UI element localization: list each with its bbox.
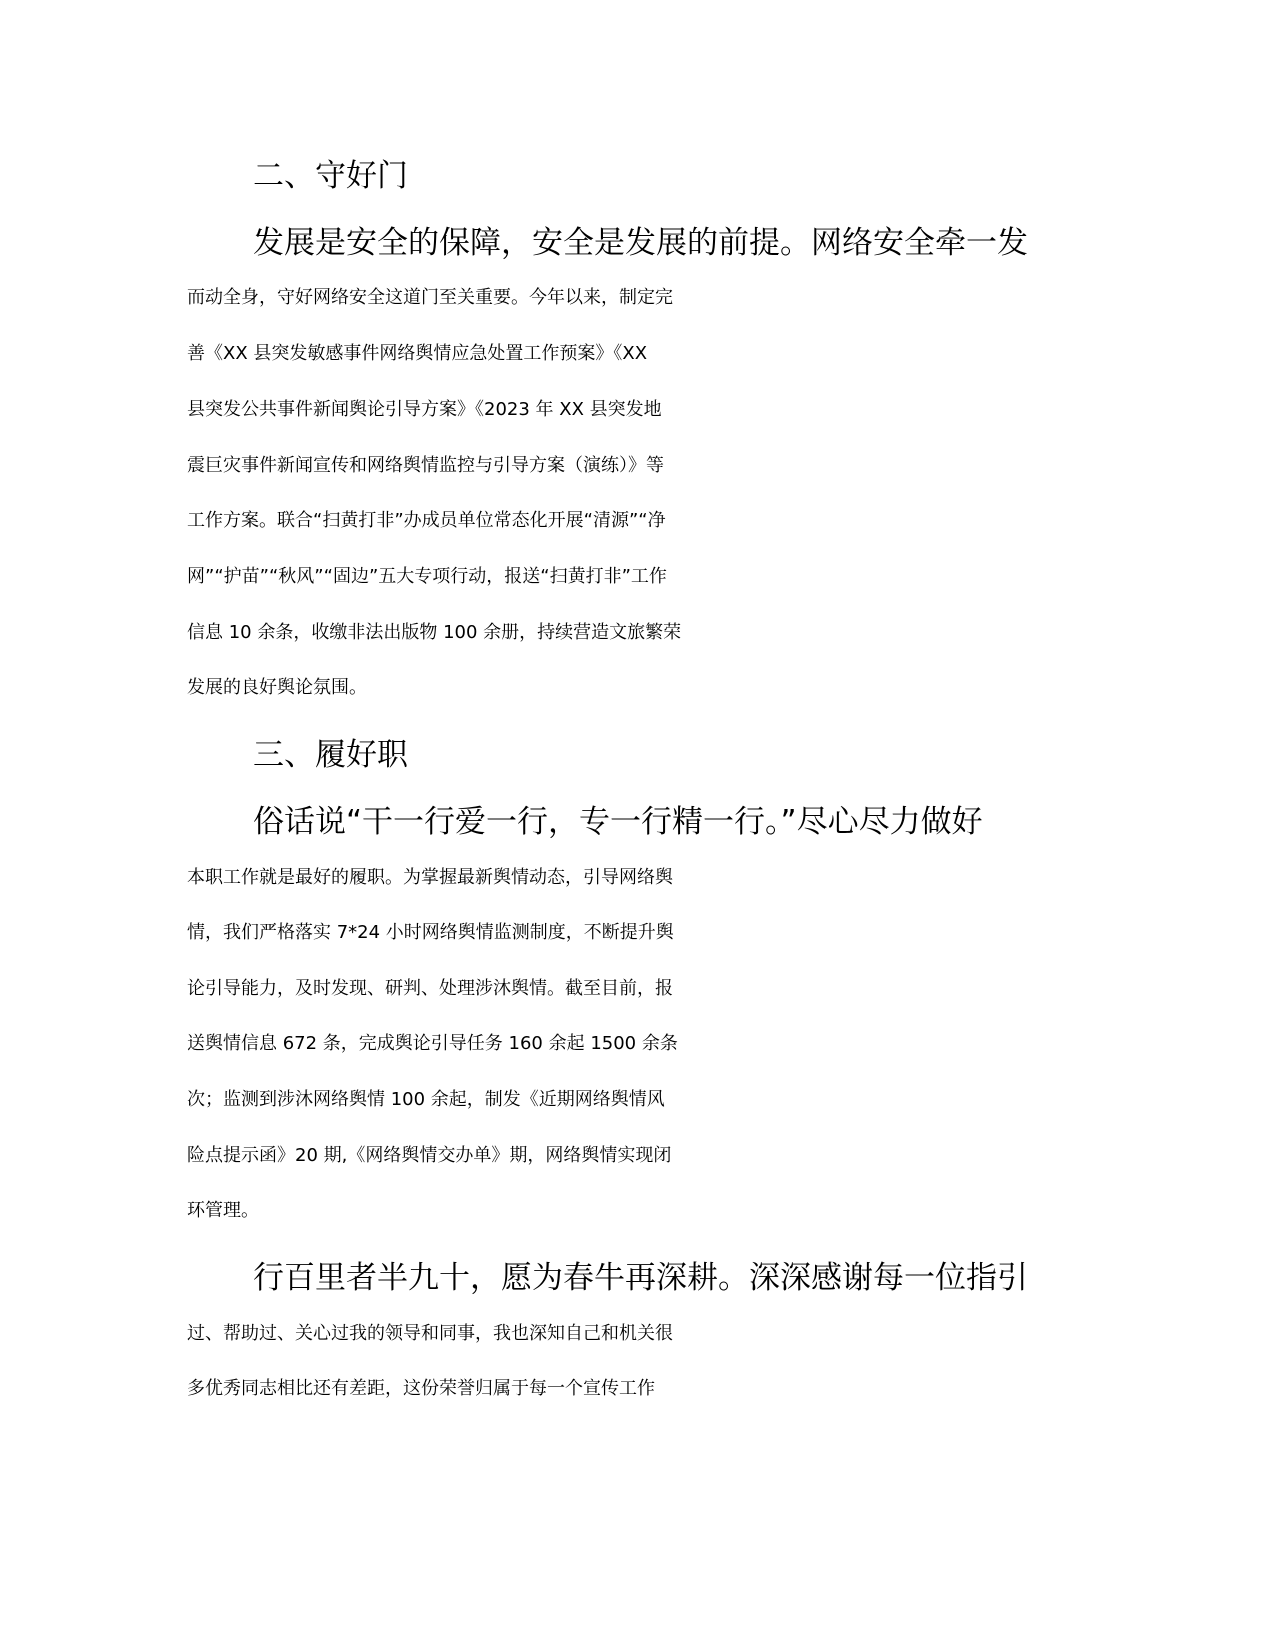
paragraph-line: 发展的良好舆论氛围。 [187, 677, 367, 698]
paragraph-line: 情，我们严格落实 7*24 小时网络舆情监测制度，不断提升舆 [187, 922, 674, 943]
paragraph-line: 环管理。 [187, 1200, 259, 1221]
paragraph-line: 县突发公共事件新闻舆论引导方案》《2023 年 XX 县突发地 [187, 399, 662, 420]
paragraph-line: 震巨灾事件新闻宣传和网络舆情监控与引导方案（演练）》等 [187, 455, 664, 476]
paragraph-line: 而动全身，守好网络安全这道门至关重要。今年以来，制定完 [187, 287, 673, 308]
section-heading-2: 二、守好门 [253, 158, 408, 194]
paragraph-line: 行百里者半九十，愿为春牛再深耕。深深感谢每一位指引 [253, 1260, 1028, 1296]
section-heading-3: 三、履好职 [253, 737, 408, 773]
paragraph-line: 发展是安全的保障，安全是发展的前提。网络安全牵一发 [253, 225, 1028, 261]
paragraph-line: 次；监测到涉沐网络舆情 100 余起，制发《近期网络舆情风 [187, 1089, 665, 1110]
paragraph-line: 送舆情信息 672 条，完成舆论引导任务 160 余起 1500 余条 [187, 1033, 678, 1054]
paragraph-line: 论引导能力，及时发现、研判、处理涉沐舆情。截至目前，报 [187, 978, 673, 999]
paragraph-line: 本职工作就是最好的履职。为掌握最新舆情动态，引导网络舆 [187, 867, 673, 888]
paragraph-line: 网”“护苗”“秋风”“固边”五大专项行动，报送“扫黄打非”工作 [187, 566, 667, 587]
paragraph-line: 信息 10 余条，收缴非法出版物 100 余册，持续营造文旅繁荣 [187, 622, 682, 643]
paragraph-line: 善《XX 县突发敏感事件网络舆情应急处置工作预案》《XX [187, 343, 648, 364]
paragraph-line: 险点提示函》20 期,《网络舆情交办单》期，网络舆情实现闭 [187, 1145, 672, 1166]
paragraph-line: 工作方案。联合“扫黄打非”办成员单位常态化开展“清源”“净 [187, 510, 666, 531]
paragraph-line: 多优秀同志相比还有差距，这份荣誉归属于每一个宣传工作 [187, 1378, 655, 1399]
paragraph-line: 俗话说“干一行爱一行，专一行精一行。”尽心尽力做好 [253, 804, 983, 840]
paragraph-line: 过、帮助过、关心过我的领导和同事，我也深知自己和机关很 [187, 1323, 673, 1344]
